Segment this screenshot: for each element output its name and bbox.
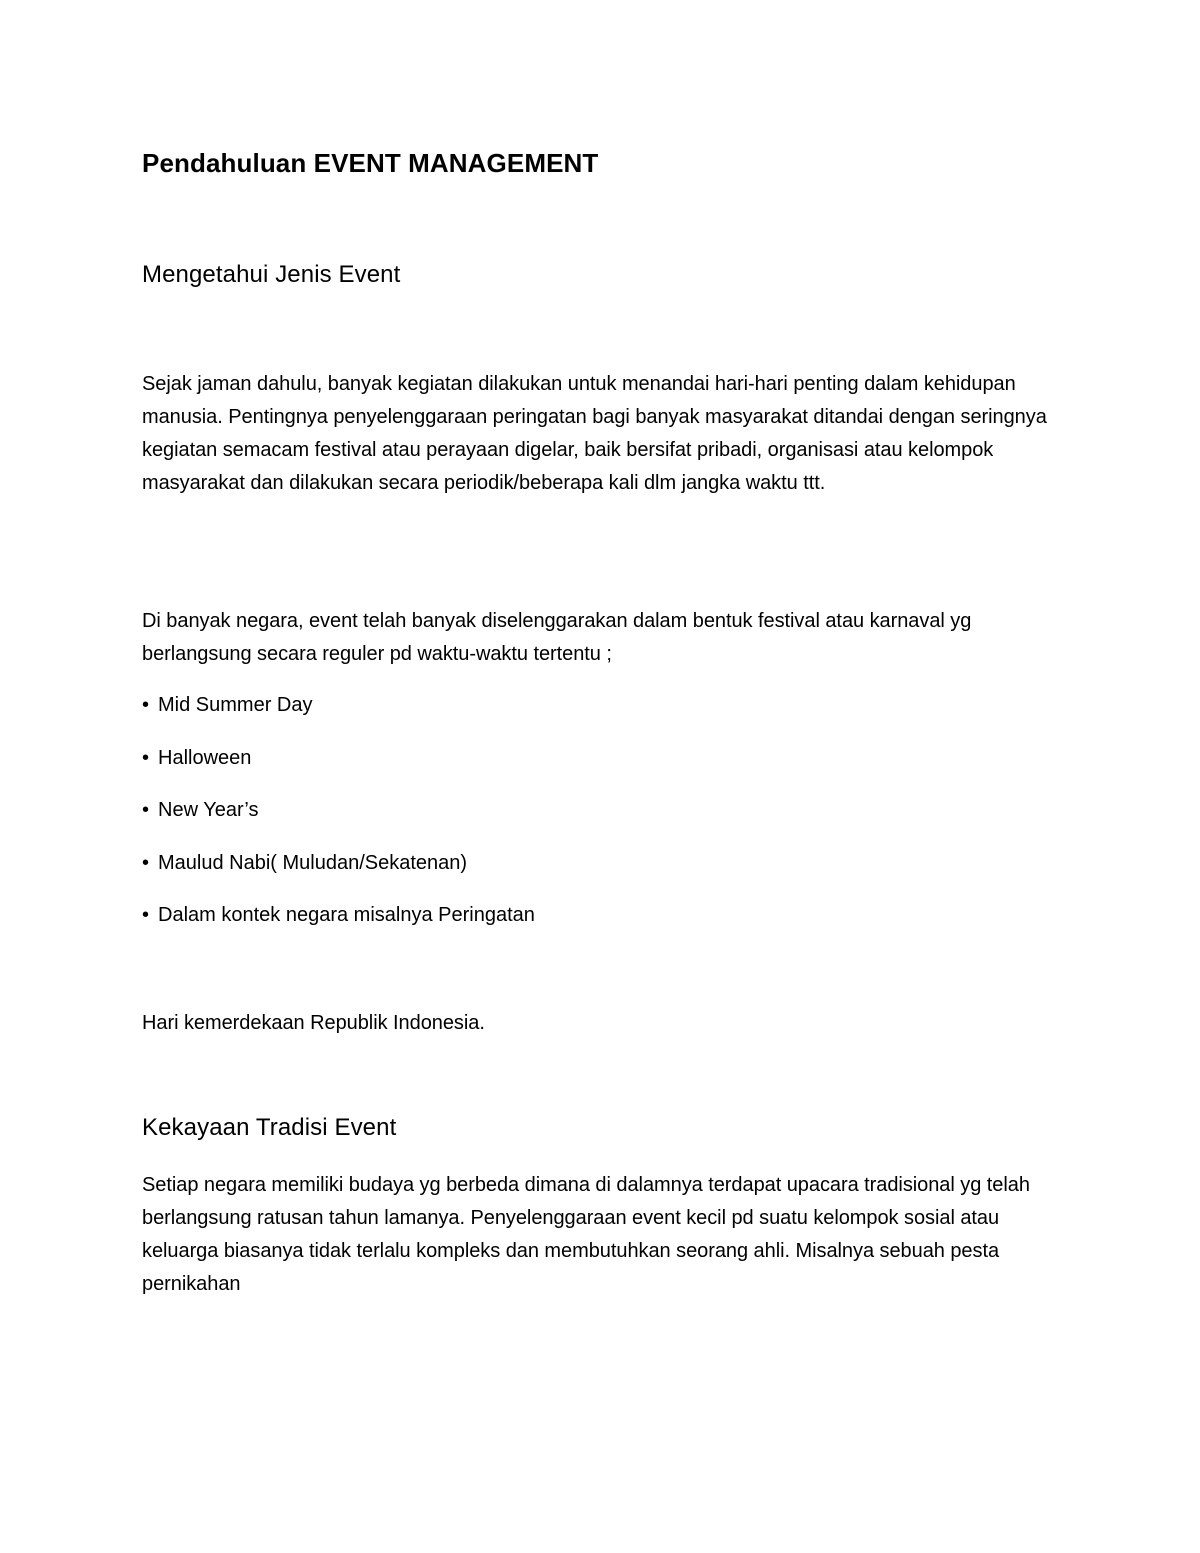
list-item-peringatan [142,899,1062,952]
paragraph-event-countries: Di banyak negara, event telah banyak diselenggarakan dalam bentuk festival atau karnaval yg berlangsung secara reguler pd waktu-waktu tertentu ; [142,610,972,665]
section-heading-jenis-event: Mengetahui Jenis Event [142,261,401,288]
section-heading-tradisi-event: Kekayaan Tradisi Event [142,1114,397,1141]
bullet-icon: • [142,904,150,926]
paragraph-independence-day: Hari kemerdekaan Republik Indonesia. [142,1012,485,1034]
bullet-text: Halloween [158,746,252,769]
bullet-icon: • [142,694,150,716]
paragraph-introduction: Sejak jaman dahulu, banyak kegiatan dilakukan untuk menandai hari-hari penting dalam kehidupan manusia. Pentingnya penyelenggaraan peringatan bagi banyak masyarakat ditandai dengan seringnya kegiatan semacam festival atau perayaan digelar, baik bersifat pribadi, organisasi atau kelompok masyarakat dan dilakukan secara periodik/beberapa kali dlm jangka waktu ttt. [142,373,1047,494]
document-title: Pendahuluan EVENT MANAGEMENT [142,148,599,178]
bullet-icon: • [142,851,150,874]
list-item-maulud-nabi [142,847,1062,900]
list-item-mid-summer-day [142,689,1062,742]
bullet-text: Dalam kontek negara misalnya Peringatan [158,904,535,926]
list-item-new-years [142,794,1062,847]
bullet-icon: • [142,799,150,821]
list-item-halloween [142,742,1062,795]
bullet-text: Maulud Nabi( Muludan/Sekatenan) [158,851,468,874]
event-bullet-list [142,689,1062,952]
bullet-text: New Year’s [158,799,259,821]
bullet-text: Mid Summer Day [158,694,313,716]
paragraph-cultural-traditions: Setiap negara memiliki budaya yg berbeda dimana di dalamnya terdapat upacara tradisional yg telah berlangsung ratusan tahun lamanya. Penyelenggaraan event kecil pd suatu kelompok sosial atau keluarga biasanya tidak terlalu kompleks dan membutuhkan seorang ahli. Misalnya sebuah pesta pernikahan [142,1174,1030,1295]
bullet-icon: • [142,746,150,769]
